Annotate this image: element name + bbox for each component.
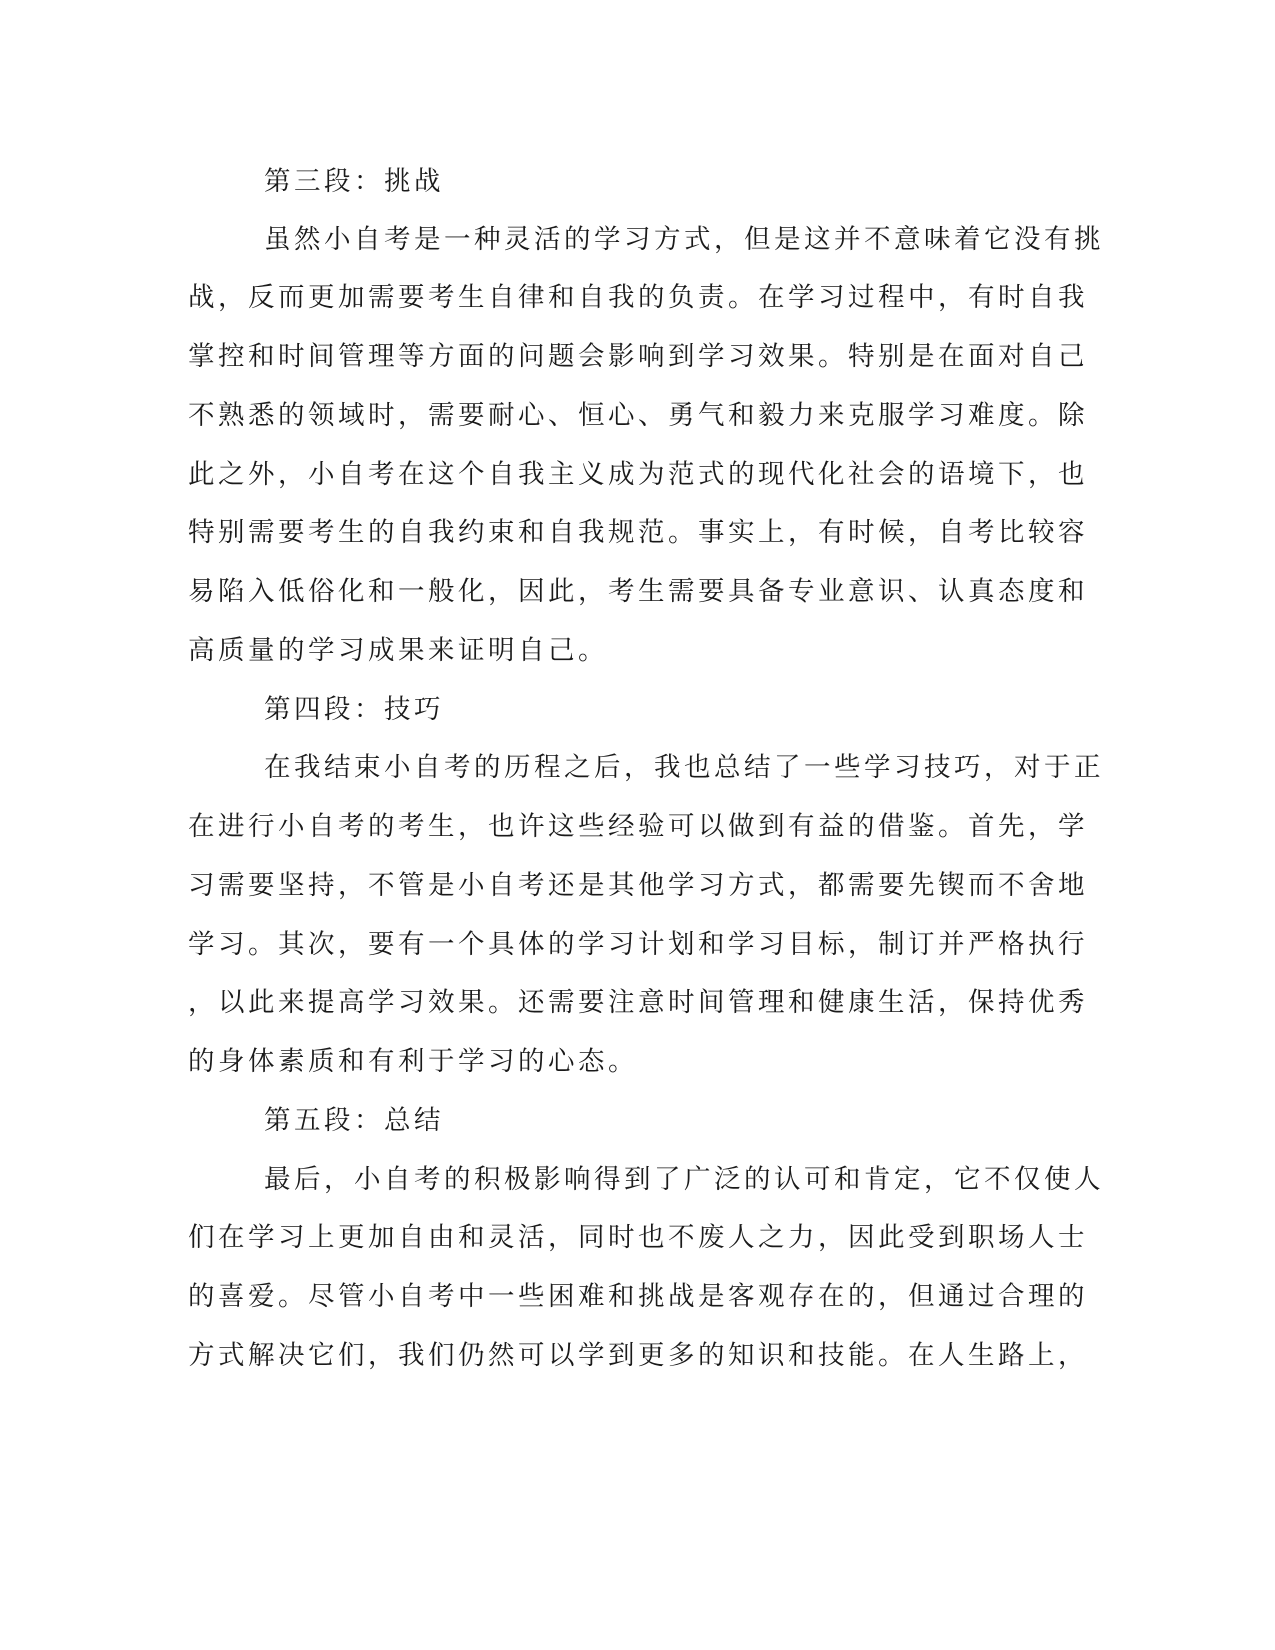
paragraph-line: 高质量的学习成果来证明自己。 — [188, 635, 608, 666]
paragraph-line: 虽然小自考是一种灵活的学习方式，但是这并不意味着它没有挑 — [264, 224, 1104, 255]
paragraph-line: ，以此来提高学习效果。还需要注意时间管理和健康生活，保持优秀 — [188, 987, 1088, 1018]
paragraph-line: 的身体素质和有利于学习的心态。 — [188, 1046, 638, 1077]
paragraph-line: 在进行小自考的考生，也许这些经验可以做到有益的借鉴。首先，学 — [188, 811, 1088, 842]
paragraph-line: 不熟悉的领域时，需要耐心、恒心、勇气和毅力来克服学习难度。除 — [188, 400, 1088, 431]
paragraph-line: 习需要坚持，不管是小自考还是其他学习方式，都需要先锲而不舍地 — [188, 870, 1088, 901]
section-heading-3: 第三段：挑战 — [264, 166, 444, 197]
paragraph-line: 此之外，小自考在这个自我主义成为范式的现代化社会的语境下，也 — [188, 459, 1088, 490]
paragraph-line: 的喜爱。尽管小自考中一些困难和挑战是客观存在的，但通过合理的 — [188, 1281, 1088, 1312]
paragraph-line: 方式解决它们，我们仍然可以学到更多的知识和技能。在人生路上， — [188, 1340, 1088, 1371]
section-heading-4: 第四段：技巧 — [264, 694, 444, 725]
paragraph-line: 特别需要考生的自我约束和自我规范。事实上，有时候，自考比较容 — [188, 517, 1088, 548]
paragraph-line: 最后，小自考的积极影响得到了广泛的认可和肯定，它不仅使人 — [264, 1164, 1104, 1195]
paragraph-line: 学习。其次，要有一个具体的学习计划和学习目标，制订并严格执行 — [188, 929, 1088, 960]
paragraph-line: 易陷入低俗化和一般化，因此，考生需要具备专业意识、认真态度和 — [188, 576, 1088, 607]
section-heading-5: 第五段：总结 — [264, 1105, 444, 1136]
paragraph-line: 在我结束小自考的历程之后，我也总结了一些学习技巧，对于正 — [264, 752, 1104, 783]
paragraph-line: 战，反而更加需要考生自律和自我的负责。在学习过程中，有时自我 — [188, 282, 1088, 313]
paragraph-line: 掌控和时间管理等方面的问题会影响到学习效果。特别是在面对自己 — [188, 341, 1088, 372]
paragraph-line: 们在学习上更加自由和灵活，同时也不废人之力，因此受到职场人士 — [188, 1222, 1088, 1253]
